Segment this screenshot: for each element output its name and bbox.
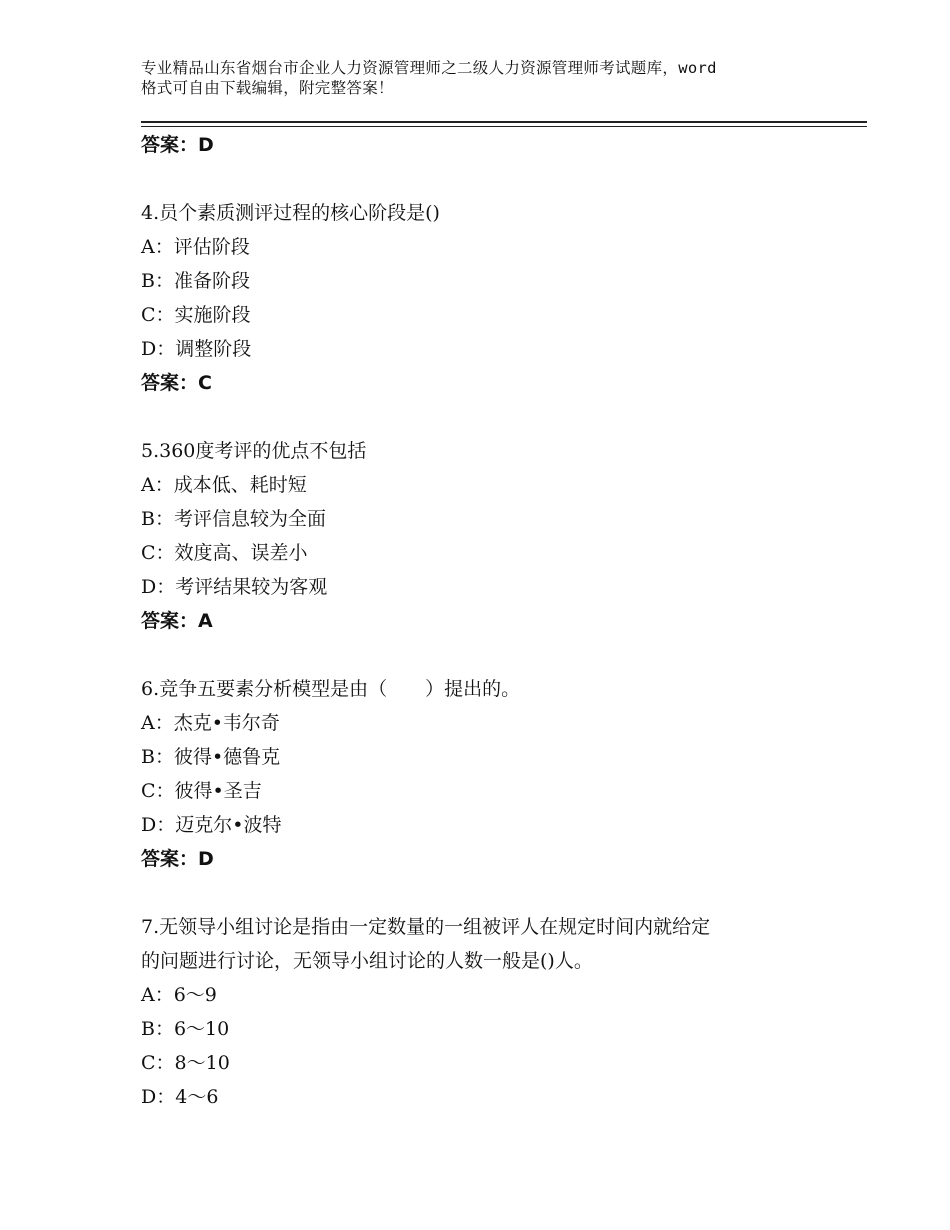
- question-stem-line-2: 的问题进行讨论，无领导小组讨论的人数一般是()人。: [141, 950, 593, 972]
- option-a: A：6～9: [141, 984, 217, 1006]
- question-stem: 4.员个素质测评过程的核心阶段是(): [141, 202, 440, 224]
- option-b: B：准备阶段: [141, 270, 250, 292]
- question-stem: 5.360度考评的优点不包括: [141, 440, 367, 462]
- question-7: [141, 910, 861, 1114]
- question-5: [141, 434, 861, 638]
- option-c: C：彼得•圣吉: [141, 780, 262, 802]
- answer: 答案：A: [141, 610, 213, 632]
- option-a: A：成本低、耗时短: [141, 474, 307, 496]
- header-line-1: 专业精品山东省烟台市企业人力资源管理师之二级人力资源管理师考试题库，word: [141, 59, 717, 77]
- option-d: D：4～6: [141, 1086, 219, 1108]
- question-stem-line-1: 7.无领导小组讨论是指由一定数量的一组被评人在规定时间内就给定: [141, 916, 711, 938]
- answer-q3: 答案：D: [141, 134, 214, 156]
- option-c: C：实施阶段: [141, 304, 251, 326]
- question-list: [141, 128, 861, 1114]
- document-header: [141, 58, 831, 98]
- option-a: A：杰克•韦尔奇: [141, 712, 280, 734]
- question-6: [141, 672, 861, 876]
- option-d: D：调整阶段: [141, 338, 252, 360]
- header-rule-thin: [141, 126, 867, 127]
- header-rule-thick: [141, 121, 867, 123]
- option-c: C：效度高、误差小: [141, 542, 308, 564]
- answer: 答案：D: [141, 848, 214, 870]
- option-a: A：评估阶段: [141, 236, 250, 258]
- option-b: B：6～10: [141, 1018, 230, 1040]
- answer: 答案：C: [141, 372, 212, 394]
- question-4: [141, 196, 861, 400]
- option-d: D：考评结果较为客观: [141, 576, 328, 598]
- option-d: D：迈克尔•波特: [141, 814, 282, 836]
- option-c: C：8～10: [141, 1052, 230, 1074]
- header-line-2: 格式可自由下载编辑，附完整答案！: [141, 79, 394, 97]
- question-stem: 6.竞争五要素分析模型是由（ ）提出的。: [141, 678, 521, 700]
- option-b: B：考评信息较为全面: [141, 508, 326, 530]
- option-b: B：彼得•德鲁克: [141, 746, 281, 768]
